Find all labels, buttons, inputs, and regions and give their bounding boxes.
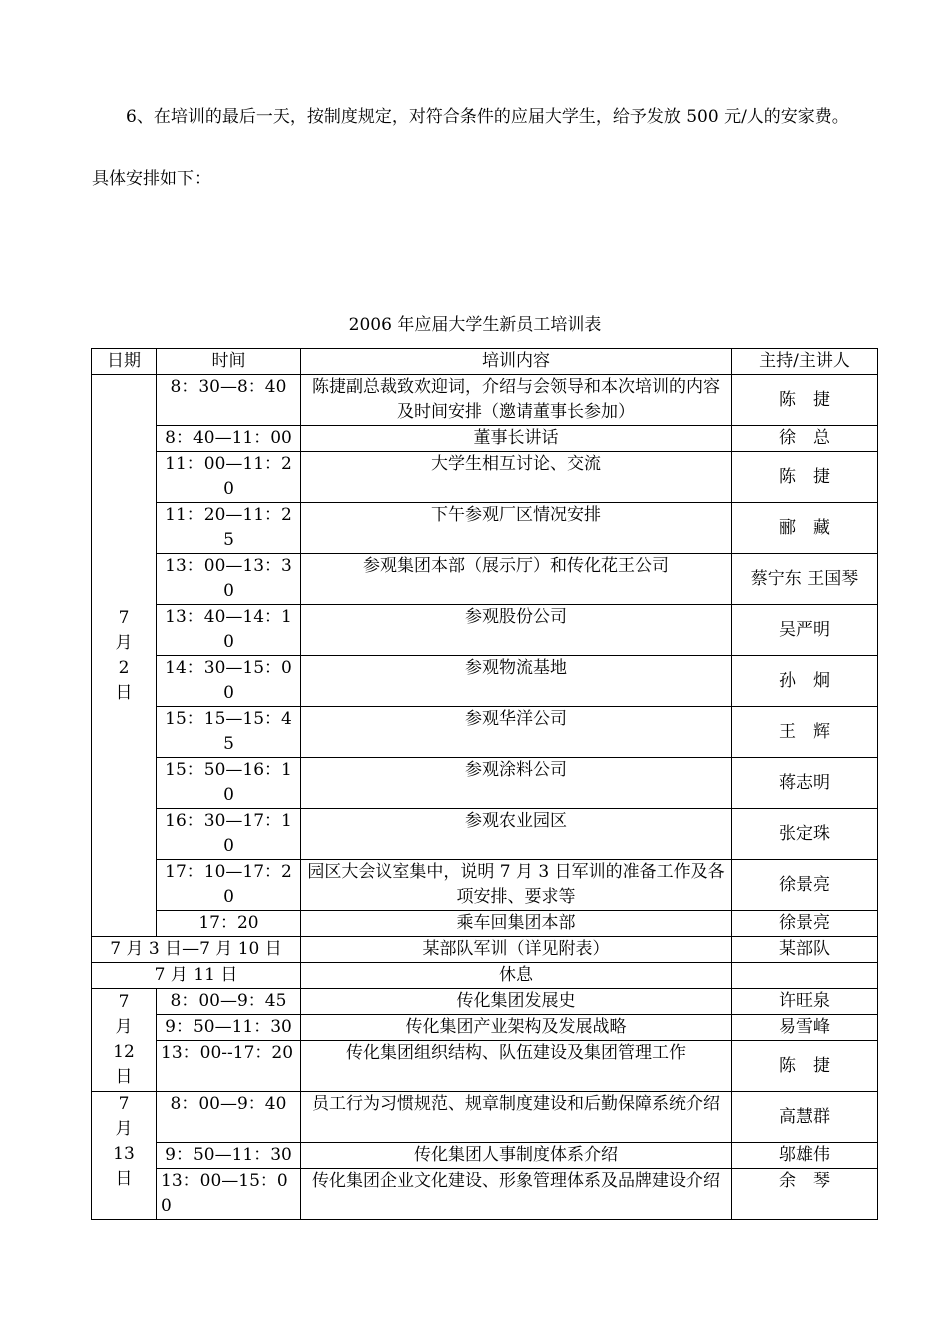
- host-cell: 张定珠: [732, 809, 878, 860]
- table-row: [92, 707, 878, 758]
- table-row: [92, 1143, 878, 1169]
- time-cell: 15：15—15：45: [157, 707, 301, 758]
- time-cell: 9：50—11：30: [157, 1015, 301, 1041]
- time-cell: 17：20: [157, 911, 301, 937]
- host-cell: 蔡宁东 王国琴: [732, 554, 878, 605]
- content-cell: 传化集团组织结构、队伍建设及集团管理工作: [301, 1041, 732, 1092]
- content-cell: 参观农业园区: [301, 809, 732, 860]
- host-cell: 邬雄伟: [732, 1143, 878, 1169]
- header-date: 日期: [92, 349, 157, 375]
- time-cell: 13：00—15：00: [157, 1169, 301, 1220]
- host-cell: 陈 捷: [732, 452, 878, 503]
- host-cell: 吴严明: [732, 605, 878, 656]
- time-cell: 13：40—14：10: [157, 605, 301, 656]
- content-cell: 参观股份公司: [301, 605, 732, 656]
- time-cell: 17：10—17：20: [157, 860, 301, 911]
- host-cell: 某部队: [732, 937, 878, 963]
- content-cell: 董事长讲话: [301, 426, 732, 452]
- content-cell: 传化集团人事制度体系介绍: [301, 1143, 732, 1169]
- content-cell: 传化集团企业文化建设、形象管理体系及品牌建设介绍: [301, 1169, 732, 1220]
- time-cell: 13：00—13：30: [157, 554, 301, 605]
- time-cell: 15：50—16：10: [157, 758, 301, 809]
- table-row: [92, 963, 878, 989]
- host-cell: 徐景亮: [732, 860, 878, 911]
- header-time: 时间: [157, 349, 301, 375]
- time-cell: 13：00--17：20: [157, 1041, 301, 1092]
- table-row: [92, 426, 878, 452]
- content-cell: 传化集团产业架构及发展战略: [301, 1015, 732, 1041]
- table-row: [92, 1092, 878, 1143]
- content-cell: 传化集团发展史: [301, 989, 732, 1015]
- host-cell: 陈 捷: [732, 375, 878, 426]
- content-cell: 参观华洋公司: [301, 707, 732, 758]
- table-row: [92, 989, 878, 1015]
- header-host: 主持/主讲人: [732, 349, 878, 375]
- content-cell: 下午参观厂区情况安排: [301, 503, 732, 554]
- content-cell: 参观涂料公司: [301, 758, 732, 809]
- table-row: [92, 937, 878, 963]
- time-cell: 8：40—11：00: [157, 426, 301, 452]
- time-cell: 9：50—11：30: [157, 1143, 301, 1169]
- host-cell: 孙 炯: [732, 656, 878, 707]
- content-cell: 员工行为习惯规范、规章制度建设和后勤保障系统介绍: [301, 1092, 732, 1143]
- table-row: [92, 860, 878, 911]
- content-cell: 乘车回集团本部: [301, 911, 732, 937]
- time-cell: 11：20—11：25: [157, 503, 301, 554]
- table-row: [92, 1169, 878, 1220]
- table-row: [92, 1015, 878, 1041]
- host-cell: 易雪峰: [732, 1015, 878, 1041]
- host-cell: 徐景亮: [732, 911, 878, 937]
- table-row: [92, 1041, 878, 1092]
- host-cell: 王 辉: [732, 707, 878, 758]
- content-cell: 某部队军训（详见附表）: [301, 937, 732, 963]
- time-cell: 8：00—9：40: [157, 1092, 301, 1143]
- time-cell: 16：30—17：10: [157, 809, 301, 860]
- host-cell: 徐 总: [732, 426, 878, 452]
- date-cell-jul12: 7 月 12 日: [92, 989, 157, 1092]
- table-row: [92, 656, 878, 707]
- time-cell: 11：00—11：20: [157, 452, 301, 503]
- content-cell: 参观物流基地: [301, 656, 732, 707]
- table-row: [92, 605, 878, 656]
- host-cell: 高慧群: [732, 1092, 878, 1143]
- date-cell-jul11: 7 月 11 日: [92, 963, 301, 989]
- host-cell: 许旺泉: [732, 989, 878, 1015]
- header-content: 培训内容: [301, 349, 732, 375]
- table-row: [92, 809, 878, 860]
- content-cell: 大学生相互讨论、交流: [301, 452, 732, 503]
- content-cell: 园区大会议室集中，说明 7 月 3 日军训的准备工作及各项安排、要求等: [301, 860, 732, 911]
- training-schedule-table: [91, 348, 878, 1220]
- host-cell: 郦 藏: [732, 503, 878, 554]
- time-cell: 14：30—15：00: [157, 656, 301, 707]
- host-cell: 蒋志明: [732, 758, 878, 809]
- content-cell: 参观集团本部（展示厅）和传化花王公司: [301, 554, 732, 605]
- intro-paragraph-1: 6、在培训的最后一天，按制度规定，对符合条件的应届大学生，给予发放 500 元/人的安家费。: [126, 107, 849, 127]
- header-row: [92, 349, 878, 375]
- table-row: [92, 911, 878, 937]
- host-cell: 余 琴: [732, 1169, 878, 1220]
- date-cell-jul2: 7 月 2 日: [92, 375, 157, 937]
- intro-paragraph-2: 具体安排如下：: [92, 169, 211, 189]
- table-row: [92, 375, 878, 426]
- content-cell: 陈捷副总裁致欢迎词，介绍与会领导和本次培训的内容及时间安排（邀请董事长参加）: [301, 375, 732, 426]
- date-cell-jul3-10: 7 月 3 日—7 月 10 日: [92, 937, 301, 963]
- table-row: [92, 452, 878, 503]
- table-row: [92, 758, 878, 809]
- time-cell: 8：00—9：45: [157, 989, 301, 1015]
- host-cell: 陈 捷: [732, 1041, 878, 1092]
- date-cell-jul13: 7 月 13 日: [92, 1092, 157, 1220]
- table-row: [92, 503, 878, 554]
- host-cell: [732, 963, 878, 989]
- content-cell: 休息: [301, 963, 732, 989]
- table-title: 2006 年应届大学生新员工培训表: [348, 315, 602, 335]
- time-cell: 8：30—8：40: [157, 375, 301, 426]
- table-row: [92, 554, 878, 605]
